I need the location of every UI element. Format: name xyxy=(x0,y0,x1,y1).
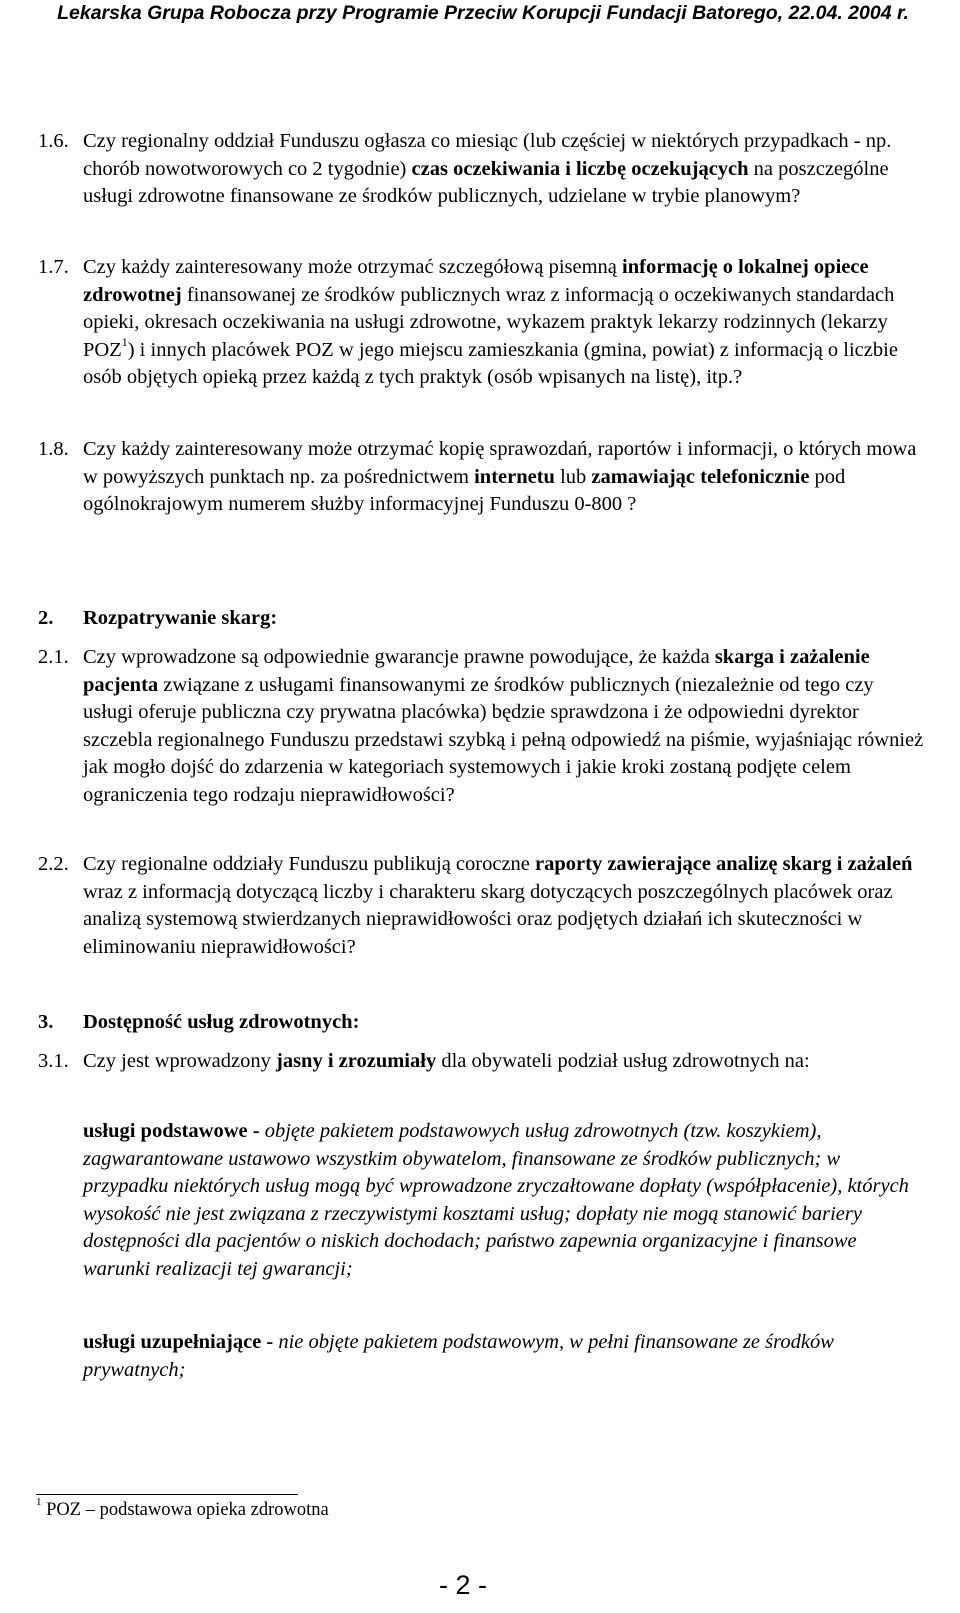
definition-description: objęte pakietem podstawowych usług zdrowotnych (tzw. koszykiem), zagwarantowane ustawowo wszystkim obywatelom, finansowane ze środków publicznych; w przypadku niektórych usług mogą być wprowadzone zryczałtowane dopłaty (współpłacenie), których wysokość nie jest związana z rzeczywistymi kosztami usług; dopłaty nie mogą stanowić bariery dostępności dla pacjentów o niskich dochodach; państwo zapewnia organizacyjne i finansowe warunki realizacji tej gwarancji; xyxy=(83,1120,909,1280)
definition-term: usługi podstawowe - xyxy=(83,1120,260,1142)
emphasis: internetu xyxy=(474,465,555,488)
question-number: 2.1. xyxy=(38,646,69,668)
emphasis: informację o lokalnej opiece zdrowotnej xyxy=(83,256,869,306)
emphasis: jasny i zrozumiały xyxy=(276,1050,437,1072)
section-number: 3. xyxy=(38,1011,54,1033)
question-number: 1.8. xyxy=(38,438,69,460)
footnote xyxy=(36,1495,329,1521)
emphasis: czas oczekiwania i liczbę oczekujących xyxy=(411,157,749,180)
definition-supplementary-services xyxy=(83,1329,928,1384)
emphasis: raporty zawierające analizę skarg i zażaleń xyxy=(535,853,913,875)
definition-basic-services xyxy=(83,1118,928,1284)
question-number: 2.2. xyxy=(38,853,69,875)
question-text: Czy wprowadzone są odpowiednie gwarancje prawne powodujące, że każda skarga i zażalenie pacjenta związane z usługami finansowanymi ze środków publicznych (niezależnie od tego czy usługi oferuje publiczna czy prywatna placówka) będzie sprawdzona i że odpowiedni dyrektor szczebla regionalnego Funduszu przedstawi szybką i pełną odpowiedź na piśmie, wyjaśniając również jak mogło dojść do zdarzenia w kategoriach systemowych i jakie kroki zostaną podjęte celem ograniczenia tego rodzaju nieprawidłowości? xyxy=(83,646,924,806)
section-heading-2 xyxy=(38,605,277,633)
footnote-reference: 1 xyxy=(121,334,128,349)
question-number: 1.7. xyxy=(38,256,69,278)
question-text: Czy regionalne oddziały Funduszu publikują coroczne raporty zawierające analizę skarg i zażaleń wraz z informacją dotyczącą liczby i charakteru skarg dotyczących poszczególnych placówek oraz analizą systemową stwierdzanych nieprawidłowości oraz podjętych działań ich skuteczności w eliminowaniu nieprawidłowości? xyxy=(83,853,913,958)
document-header: Lekarska Grupa Robocza przy Programie Przeciw Korupcji Fundacji Batorego, 22.04. 2004 r. xyxy=(57,2,909,24)
question-text: Czy każdy zainteresowany może otrzymać kopię sprawozdań, raportów i informacji, o których mowa w powyższych punktach np. za pośrednictwem internetu lub zamawiając telefonicznie pod ogólnokrajowym numerem służby informacyjnej Funduszu 0-800 ? xyxy=(83,438,917,516)
definition-description: nie objęte pakietem podstawowym, w pełni finansowane ze środków prywatnych; xyxy=(83,1331,834,1381)
footnote-separator xyxy=(36,1494,298,1495)
question-text: Czy każdy zainteresowany może otrzymać szczegółową pisemną informację o lokalnej opiece zdrowotnej finansowanej ze środków publicznych wraz z informacją o oczekiwanych standardach opieki, okresach oczekiwania na usługi zdrowotne, wykazem praktyk lekarzy rodzinnych (lekarzy POZ$^1$) i innych placówek POZ w jego miejscu zamieszkania (gmina, powiat) z informacją o liczbie osób objętych opieką przez każdą z tych praktyk (osób wpisanych na listę), itp.? xyxy=(83,256,898,389)
footnote-text: POZ – podstawowa opieka zdrowotna xyxy=(41,1500,329,1520)
section-heading-3 xyxy=(38,1009,359,1037)
section-title: Dostępność usług zdrowotnych: xyxy=(83,1011,360,1033)
question-number: 1.6. xyxy=(38,130,69,152)
section-number: 2. xyxy=(38,607,54,629)
definition-term: usługi uzupełniające - xyxy=(83,1331,274,1353)
page-number: - 2 - xyxy=(438,1570,487,1600)
emphasis: skarga i zażalenie pacjenta xyxy=(83,646,870,696)
footnote-mark: 1 xyxy=(36,1495,42,1508)
question-number: 3.1. xyxy=(38,1050,69,1072)
question-text: Czy jest wprowadzony jasny i zrozumiały dla obywateli podział usług zdrowotnych na: xyxy=(83,1050,810,1072)
question-text: Czy regionalny oddział Funduszu ogłasza co miesiąc (lub częściej w niektórych przypadkach - np. chorób nowotworowych co 2 tygodnie) czas oczekiwania i liczbę oczekujących na poszczególne usługi zdrowotne finansowane ze środków publicznych, udzielane w trybie planowym? xyxy=(83,130,892,208)
emphasis: zamawiając telefonicznie xyxy=(591,465,810,488)
section-title: Rozpatrywanie skarg: xyxy=(83,607,278,629)
